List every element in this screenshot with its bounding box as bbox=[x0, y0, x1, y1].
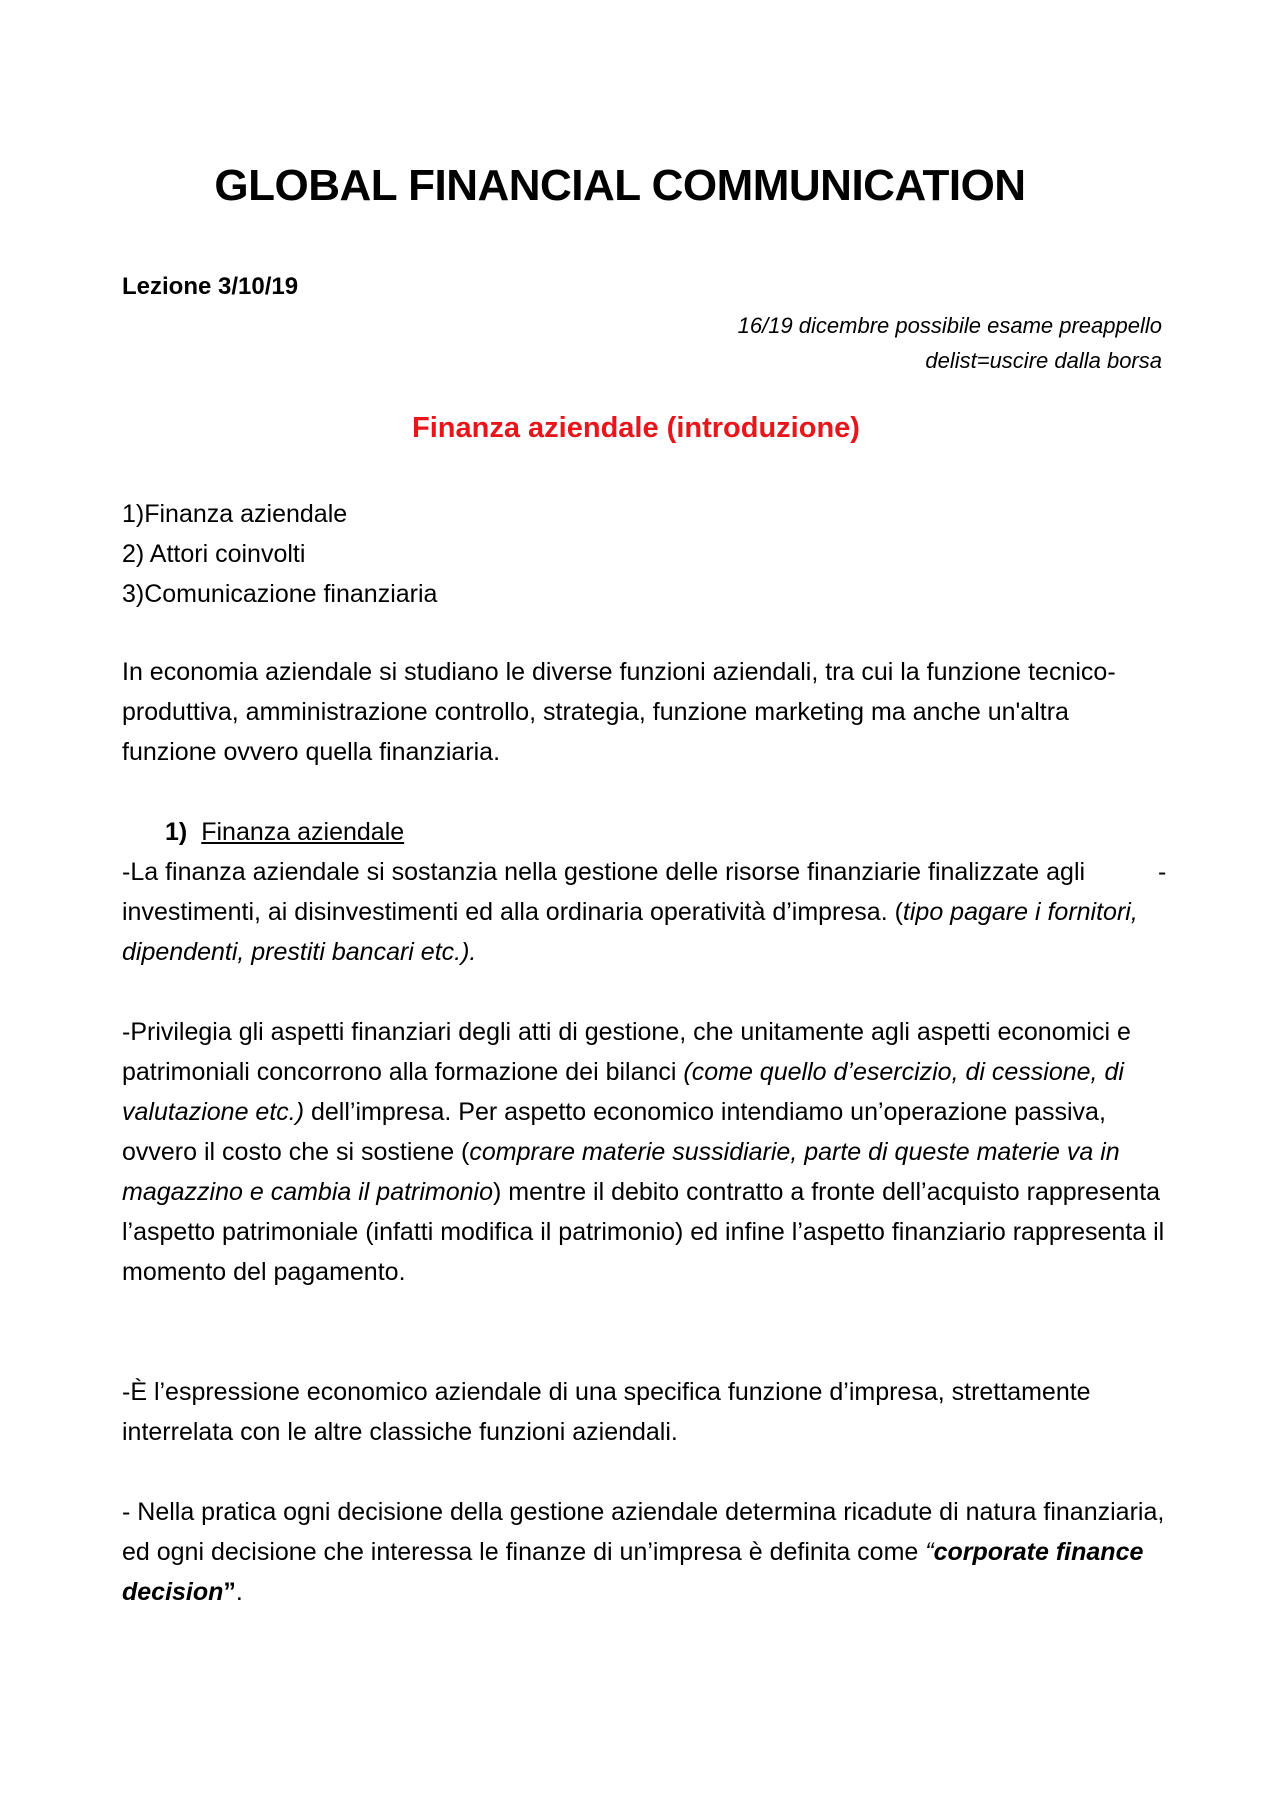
outline-item: 2) Attori coinvolti bbox=[122, 540, 306, 568]
section-heading bbox=[0, 410, 1280, 446]
outline-item: 3)Comunicazione finanziaria bbox=[122, 580, 438, 608]
para4-text: - Nella pratica ogni decisione della gestione aziendale determina ricadute di natura finanziaria, ed ogni decisione che interessa le finanze di un’impresa è definita come bbox=[122, 1498, 1165, 1566]
paragraph-business-function bbox=[122, 1372, 1168, 1452]
para1-text: -La finanza aziendale si sostanzia nella gestione delle risorse finanziarie finalizzate agli investimenti, ai disinvestimenti ed alla ordinaria operatività d’impresa. ( bbox=[122, 858, 1086, 926]
paragraph-financial-aspects bbox=[122, 1012, 1168, 1292]
open-quote: “ bbox=[925, 1538, 934, 1566]
corporate-finance-term: corporate finance decision bbox=[122, 1538, 1144, 1606]
paragraph-corporate-finance bbox=[122, 1492, 1168, 1612]
para2-italic-2: comprare materie sussidiarie, parte di queste materie va in magazzino e cambia il patrimonio bbox=[122, 1138, 1120, 1206]
para2-text-2: dell’impresa. Per aspetto economico intendiamo un’operazione passiva, ovvero il costo che si sostiene ( bbox=[122, 1098, 1106, 1166]
outline-list bbox=[122, 494, 1168, 614]
para1-italic: tipo pagare i fornitori, dipendenti, prestiti bancari etc.). bbox=[122, 898, 1138, 966]
close-quote: ” bbox=[223, 1578, 236, 1606]
lesson-date: Lezione 3/10/19 bbox=[122, 273, 299, 300]
document-title: GLOBAL FINANCIAL COMMUNICATION bbox=[214, 161, 1026, 210]
para3-text: -È l’espressione economico aziendale di una specifica funzione d’impresa, strettamente interrelata con le altre classiche funzioni aziendali. bbox=[122, 1378, 1091, 1446]
intro-text: In economia aziendale si studiano le diverse funzioni aziendali, tra cui la funzione tecnico-produttiva, amministrazione controllo, strategia, funzione marketing ma anche un'altra funzione ovvero quella finanziaria. bbox=[122, 658, 1116, 766]
subsection-title: Finanza aziendale bbox=[201, 818, 405, 846]
subsection-heading bbox=[165, 812, 404, 852]
side-notes bbox=[738, 308, 1162, 378]
para2-text-3: ) mentre il debito contratto a fronte dell’acquisto rappresenta l’aspetto patrimoniale (infatti modifica il patrimonio) ed infine l’aspetto finanziario rappresenta il momento del pagamento. bbox=[122, 1178, 1165, 1286]
paragraph-finance-definition bbox=[122, 852, 1152, 972]
margin-dash: - bbox=[1158, 858, 1167, 886]
outline-item: 1)Finanza aziendale bbox=[122, 500, 348, 528]
para2-text-1: -Privilegia gli aspetti finanziari degli atti di gestione, che unitamente agli aspetti economici e patrimoniali concorrono alla formazione dei bilanci bbox=[122, 1018, 1131, 1086]
note-exam-date: 16/19 dicembre possibile esame preappello bbox=[737, 313, 1162, 338]
note-delist: delist=uscire dalla borsa bbox=[925, 348, 1162, 373]
intro-paragraph bbox=[122, 652, 1168, 772]
para2-italic-1: (come quello d’esercizio, di cessione, di valutazione etc.) bbox=[122, 1058, 1124, 1126]
para4-end: . bbox=[235, 1578, 243, 1606]
subsection-number: 1) bbox=[165, 818, 188, 846]
section-heading-text: Finanza aziendale (introduzione) bbox=[412, 412, 860, 444]
